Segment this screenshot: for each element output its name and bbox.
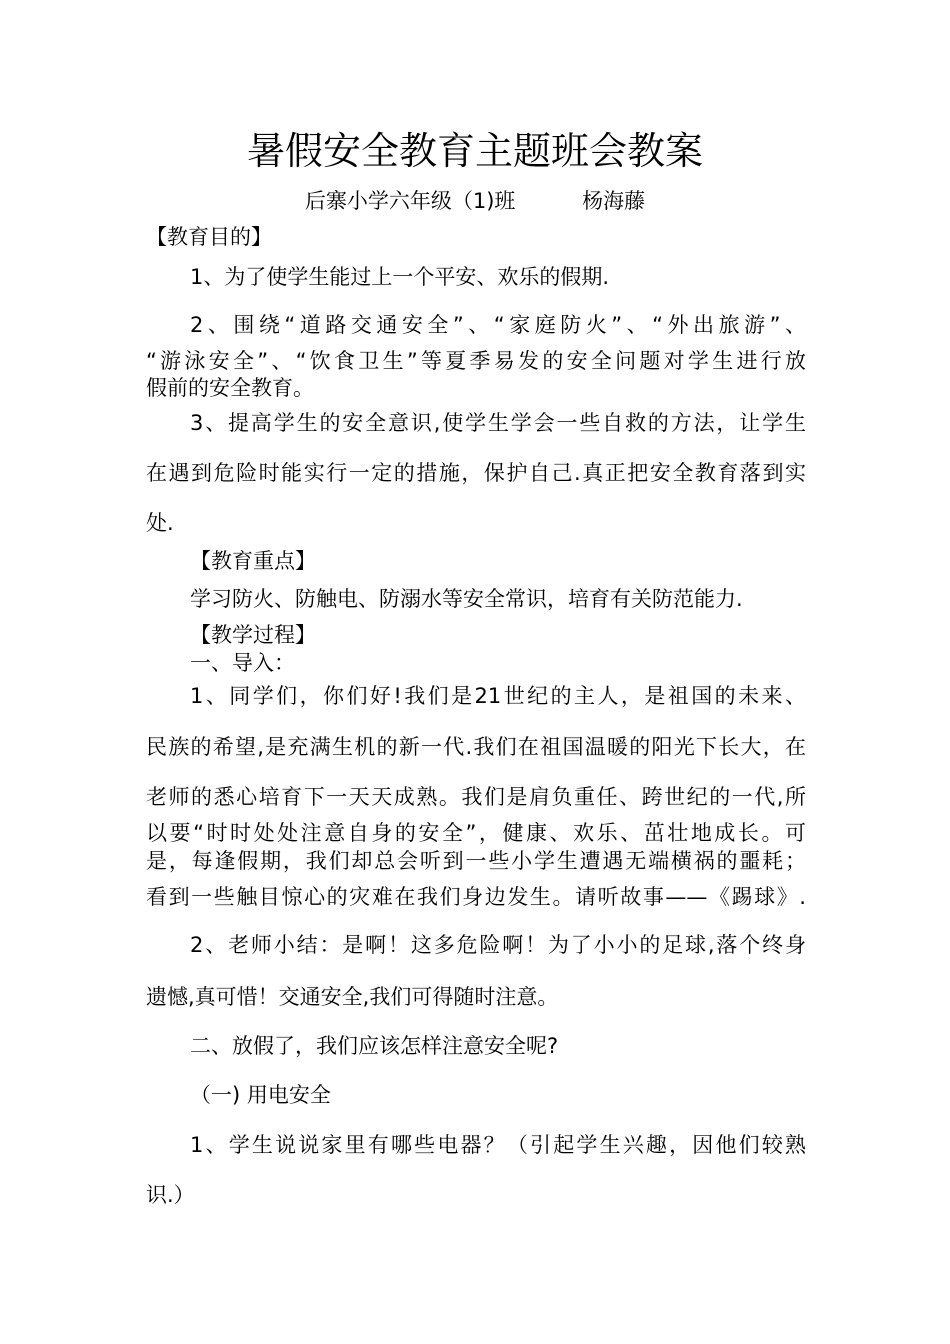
paragraph-line: 2、围绕“道路交通安全”、“家庭防火”、“外出旅游”、 bbox=[190, 313, 806, 337]
document-title: 暑假安全教育主题班会教案 bbox=[246, 129, 703, 173]
paragraph-line: 2、老师小结：是啊！这多危险啊！为了小小的足球,落个终身 bbox=[190, 933, 806, 957]
paragraph-line: 在遇到危险时能实行一定的措施，保护自己.真正把安全教育落到实 bbox=[146, 461, 806, 485]
paragraph-line: “游泳安全”、“饮食卫生”等夏季易发的安全问题对学生进行放 bbox=[146, 349, 806, 373]
subsection-heading: （一) 用电安全 bbox=[190, 1083, 331, 1107]
paragraph-line: 民族的希望,是充满生机的新一代.我们在祖国温暖的阳光下长大，在 bbox=[146, 735, 806, 759]
paragraph-line: 1、同学们，你们好!我们是21世纪的主人，是祖国的未来、 bbox=[190, 684, 806, 708]
subsection-heading: 一、导入： bbox=[190, 651, 295, 675]
paragraph-line: 以要“时时处处注意自身的安全”，健康、欢乐、茁壮地成长。可 bbox=[146, 821, 806, 845]
section-heading-focus: 【教育重点】 bbox=[190, 549, 316, 573]
paragraph-line: 处. bbox=[146, 511, 174, 535]
section-heading-goals: 【教育目的】 bbox=[146, 225, 272, 249]
document-subtitle: 后寨小学六年级（1)班 杨海藤 bbox=[304, 189, 646, 213]
paragraph-line: 1、学生说说家里有哪些电器？（引起学生兴趣，因他们较熟 bbox=[190, 1133, 806, 1157]
subsection-heading: 二、放假了，我们应该怎样注意安全呢? bbox=[190, 1034, 559, 1058]
paragraph-line: 遗憾,真可惜！交通安全,我们可得随时注意。 bbox=[146, 985, 559, 1009]
paragraph-line: 1、为了使学生能过上一个平安、欢乐的假期. bbox=[190, 265, 610, 289]
paragraph-line: 是，每逢假期，我们却总会听到一些小学生遭遇无端横祸的噩耗； bbox=[146, 849, 806, 873]
paragraph-line: 学习防火、防触电、防溺水等安全常识，培育有关防范能力. bbox=[190, 587, 743, 611]
paragraph-line: 假前的安全教育。 bbox=[146, 376, 314, 400]
paragraph-line: 老师的悉心培育下一天天成熟。我们是肩负重任、跨世纪的一代,所 bbox=[146, 785, 806, 809]
section-heading-process: 【教学过程】 bbox=[190, 623, 316, 647]
paragraph-line: 看到一些触目惊心的灾难在我们身边发生。请听故事——《踢球》. bbox=[146, 885, 806, 909]
paragraph-line: 3、提高学生的安全意识,使学生学会一些自救的方法，让学生 bbox=[190, 411, 806, 435]
paragraph-line: 识.） bbox=[146, 1183, 195, 1207]
